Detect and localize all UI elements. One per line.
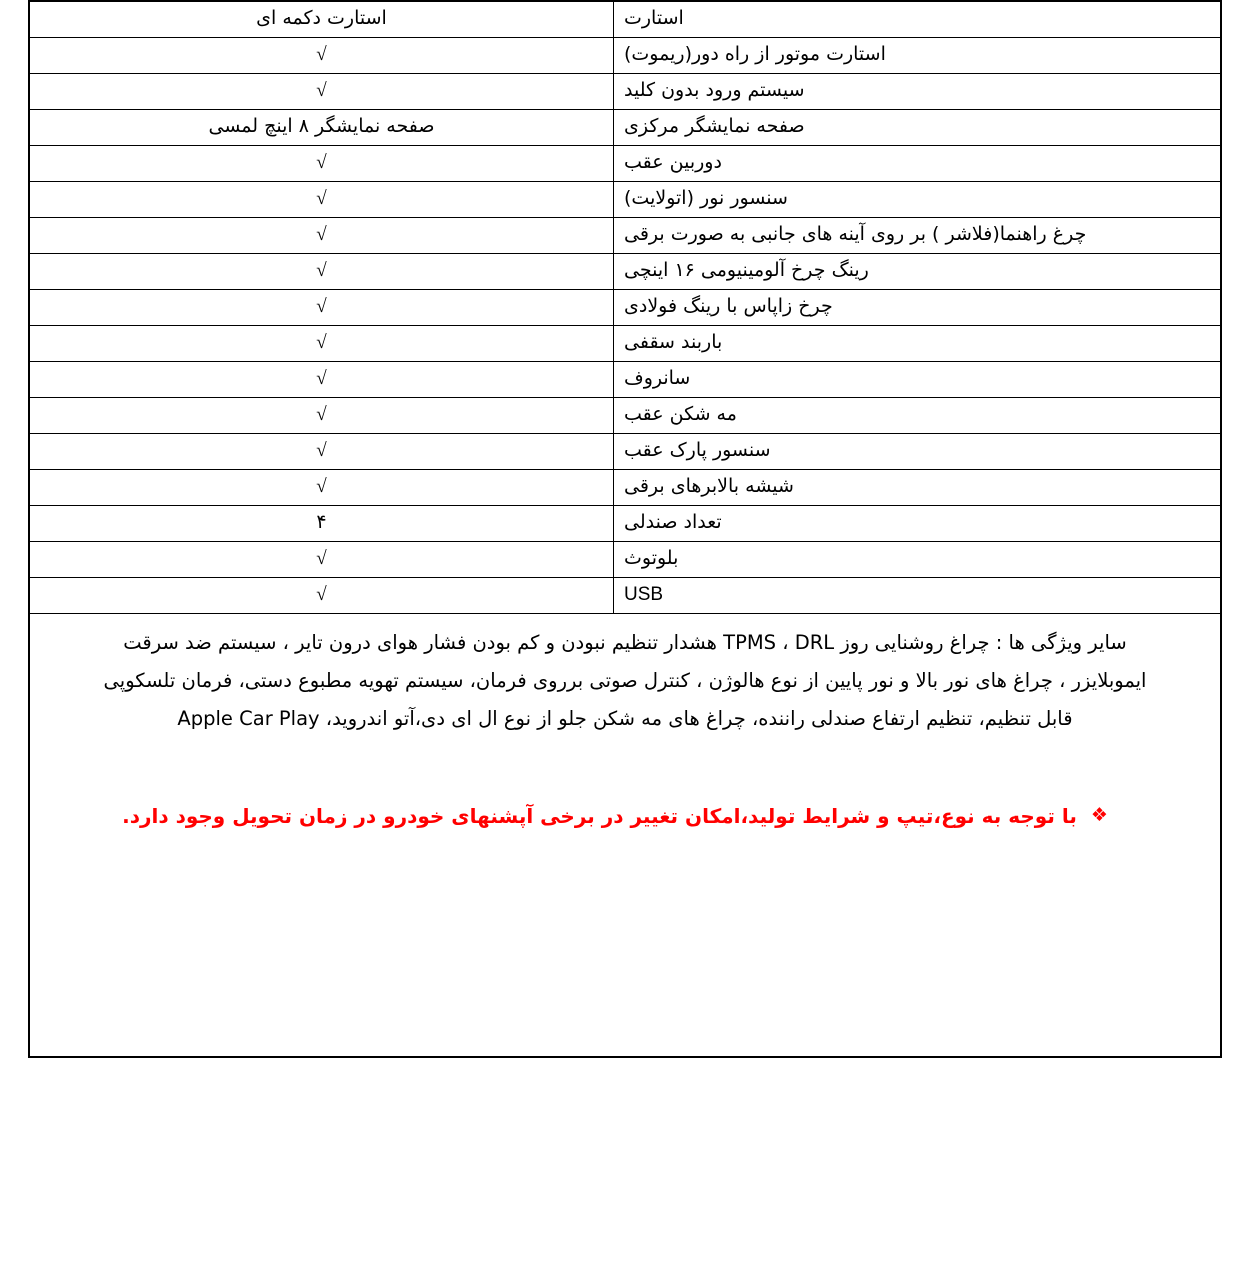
feature-check-mark: √ [30,325,614,361]
table-row [30,325,1220,361]
diamond-bullet-icon: ❖ [1090,804,1108,827]
feature-check-mark: √ [30,73,614,109]
feature-check-mark: √ [30,397,614,433]
feature-label: صفحه نمایشگر مرکزی [614,109,1221,145]
specifications-table-body [30,1,1220,613]
feature-label: چرخ زاپاس با رینگ فولادی [614,289,1221,325]
additional-features-note [30,614,1220,742]
feature-check-mark: √ [30,181,614,217]
table-row [30,253,1220,289]
note-line: ایموبلایزر ، چراغ های نور بالا و نور پایین از نوع هالوژن ، کنترل صوتی برروی فرمان، سیستم تهویه مطبوع دستی، فرمان تلسکوپی [103,668,1147,692]
note-line: سایر ویژگی ها : چراغ روشنایی روز TPMS ، DRL هشدار تنظیم نبودن و کم بودن فشار هوای درون تایر ، سیستم ضد سرقت [123,630,1127,654]
table-row [30,217,1220,253]
table-row [30,37,1220,73]
feature-check-mark: √ [30,37,614,73]
feature-label: USB [614,577,1221,613]
feature-check-mark: √ [30,253,614,289]
table-row [30,289,1220,325]
table-row [30,361,1220,397]
table-row [30,577,1220,613]
feature-label: دوربین عقب [614,145,1221,181]
note-line: قابل تنظیم، تنظیم ارتفاع صندلی راننده، چراغ های مه شکن جلو از نوع ال ای دی،آتو اندروید، Apple Car Play [177,706,1073,730]
delivery-change-warning [30,804,1220,828]
specification-block [28,0,1222,1058]
table-row [30,397,1220,433]
feature-check-mark: √ [30,433,614,469]
feature-label: باربند سقفی [614,325,1221,361]
table-row [30,145,1220,181]
feature-label: مه شکن عقب [614,397,1221,433]
table-row [30,541,1220,577]
specifications-table [30,0,1220,614]
feature-label: سانروف [614,361,1221,397]
feature-label: بلوتوث [614,541,1221,577]
feature-label: استارت [614,1,1221,37]
feature-check-mark: √ [30,577,614,613]
feature-check-mark: √ [30,361,614,397]
table-row [30,505,1220,541]
feature-label: استارت موتور از راه دور(ریموت) [614,37,1221,73]
feature-label: تعداد صندلی [614,505,1221,541]
table-row [30,1,1220,37]
feature-check-mark: √ [30,217,614,253]
feature-label: سیستم ورود بدون کلید [614,73,1221,109]
table-row [30,73,1220,109]
feature-value: صفحه نمایشگر ۸ اینچ لمسی [30,109,614,145]
feature-label: سنسور پارک عقب [614,433,1221,469]
feature-check-mark: √ [30,469,614,505]
feature-value: ۴ [30,505,614,541]
table-row [30,469,1220,505]
table-row [30,109,1220,145]
feature-check-mark: √ [30,145,614,181]
feature-label: چرغ راهنما(فلاشر ) بر روی آینه های جانبی به صورت برقی [614,217,1221,253]
feature-label: سنسور نور (اتولایت) [614,181,1221,217]
feature-check-mark: √ [30,541,614,577]
feature-label: شیشه بالابرهای برقی [614,469,1221,505]
table-row [30,433,1220,469]
warning-text: با توجه به نوع،تیپ و شرایط تولید،امکان تغییر در برخی آپشنهای خودرو در زمان تحویل وجود دارد. [122,803,1077,828]
table-row [30,181,1220,217]
feature-value: استارت دکمه ای [30,1,614,37]
feature-label: رینگ چرخ آلومینیومی ۱۶ اینچی [614,253,1221,289]
feature-check-mark: √ [30,289,614,325]
